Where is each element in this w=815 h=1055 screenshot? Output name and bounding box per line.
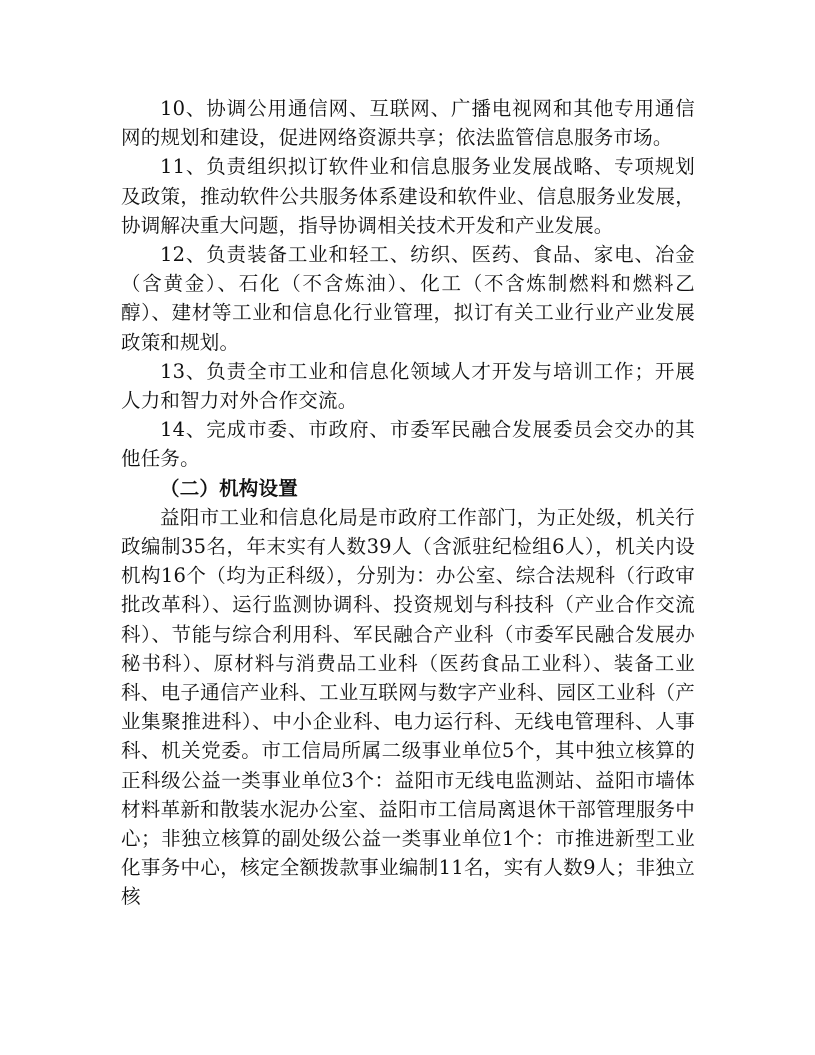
- paragraph-item-13: 13、负责全市工业和信息化领域人才开发与培训工作；开展人力和智力对外合作交流。: [121, 359, 695, 413]
- paragraph-item-12: 12、负责装备工业和轻工、纺织、医药、食品、家电、冶金（含黄金）、石化（不含炼油）、化工（不含炼制燃料和燃料乙醇）、建材等工业和信息化行业管理，拟订有关工业行业产业发展政策和规划。: [121, 243, 695, 354]
- document-page: [121, 94, 695, 912]
- section-heading: （二）机构设置: [160, 476, 298, 500]
- paragraph-organization: 益阳市工业和信息化局是市政府工作部门，为正处级，机关行政编制35名，年末实有人数39人（含派驻纪检组6人），机关内设机构16个（均为正科级），分别为：办公室、综合法规科（行政审批改革科）、运行监测协调科、投资规划与科技科（产业合作交流科）、节能与综合利用科、军民融合产业科（市委军民融合发展办秘书科）、原材料与消费品工业科（医药食品工业科）、装备工业科、电子通信产业科、工业互联网与数字产业科、园区工业科（产业集聚推进科）、中小企业科、电力运行科、无线电管理科、人事科、机关党委。市工信局所属二级事业单位5个，其中独立核算的正科级公益一类事业单位3个：益阳市无线电监测站、益阳市墙体材料革新和散装水泥办公室、益阳市工信局离退休干部管理服务中心；非独立核算的副处级公益一类事业单位1个：市推进新型工业化事务中心，核定全额拨款事业编制11名，实有人数9人；非独立核: [121, 505, 695, 909]
- paragraph-item-10: 10、协调公用通信网、互联网、广播电视网和其他专用通信网的规划和建设，促进网络资源共享；依法监管信息服务市场。: [121, 97, 695, 150]
- paragraph-item-14: 14、完成市委、市政府、市委军民融合发展委员会交办的其他任务。: [121, 418, 695, 471]
- paragraph-item-11: 11、负责组织拟订软件业和信息服务业发展战略、专项规划及政策，推动软件公共服务体系建设和软件业、信息服务业发展，协调解决重大问题，指导协调相关技术开发和产业发展。: [121, 155, 695, 237]
